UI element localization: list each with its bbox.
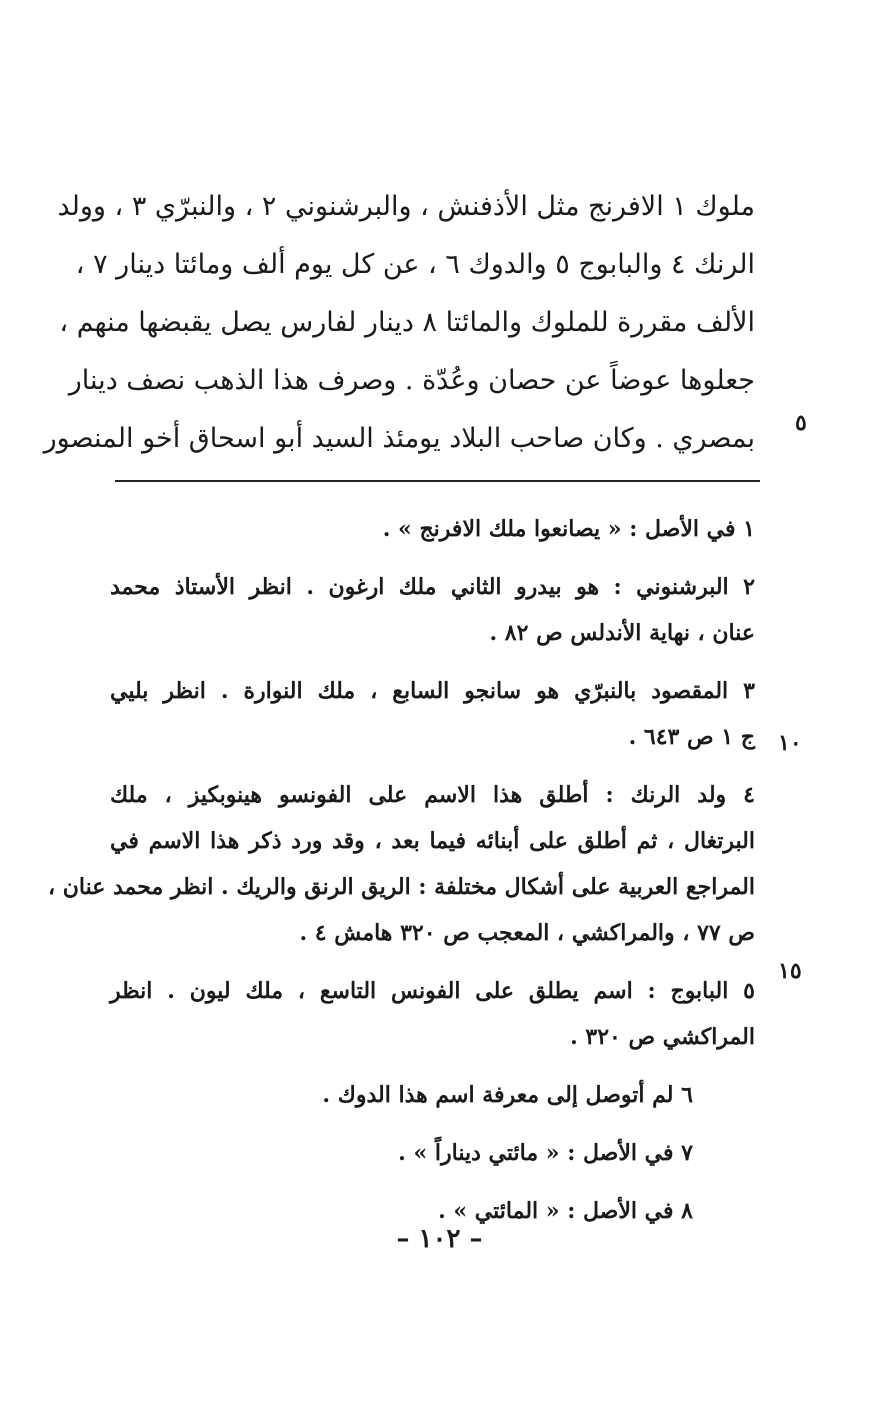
line-number-15: ١٥ xyxy=(778,958,802,984)
line-number-5: ٥ xyxy=(795,410,807,436)
main-text-line-5: بمصري . وكان صاحب البلاد يومئذ السيد أبو اسحاق أخو المنصور xyxy=(43,423,755,454)
footnote-7: ٧ في الأصل : « مائتي ديناراً » . xyxy=(398,1140,693,1166)
footnote-5-line-1: ٥ البابوج : اسم يطلق على الفونس التاسع ، ملك ليون . انظر xyxy=(110,978,755,1004)
footnote-1: ١ في الأصل : « يصانعوا ملك الافرنج » . xyxy=(382,516,755,542)
footnote-6: ٦ لم أتوصل إلى معرفة اسم هذا الدوك . xyxy=(322,1082,693,1108)
main-text-line-1: ملوك ١ الافرنج مثل الأذفنش ، والبرشنوني ٢ ، والنبرّي ٣ ، وولد xyxy=(57,191,755,222)
footnote-separator xyxy=(115,480,760,482)
footnote-4-line-4: ص ٧٧ ، والمراكشي ، المعجب ص ٣٢٠ هامش ٤ . xyxy=(299,920,755,946)
footnote-4-line-2: البرتغال ، ثم أطلق على أبنائه فيما بعد ، وقد ورد ذكر هذا الاسم في xyxy=(110,828,755,854)
footnote-5-line-2: المراكشي ص ٣٢٠ . xyxy=(570,1024,755,1050)
page-number: – ١٠٢ – xyxy=(396,1224,483,1254)
footnote-2-line-1: ٢ البرشنوني : هو بيدرو الثاني ملك ارغون . انظر الأستاذ محمد xyxy=(110,574,755,600)
main-text-line-3: الألف مقررة للملوك والمائتا ٨ دينار لفارس يصل يقبضها منهم ، xyxy=(59,307,755,338)
main-text-block xyxy=(43,178,755,468)
footnote-3-line-2: ج ١ ص ٦٤٣ . xyxy=(628,724,755,750)
footnote-8: ٨ في الأصل : « المائتي » . xyxy=(438,1198,693,1224)
footnote-4-line-3: المراجع العربية على أشكال مختلفة : الريق الرنق والريك . انظر محمد عنان ، xyxy=(47,874,755,900)
line-number-10: ١٠ xyxy=(778,730,802,756)
footnote-4-line-1: ٤ ولد الرنك : أطلق هذا الاسم على الفونسو هينوبكيز ، ملك xyxy=(110,782,755,808)
main-text-line-2: الرنك ٤ والبابوج ٥ والدوك ٦ ، عن كل يوم ألف ومائتا دينار ٧ ، xyxy=(75,249,755,280)
footnote-2-line-2: عنان ، نهاية الأندلس ص ٨٢ . xyxy=(489,620,755,646)
main-text-line-4: جعلوها عوضاً عن حصان وعُدّة . وصرف هذا الذهب نصف دينار xyxy=(68,365,755,396)
footnotes-block xyxy=(47,506,755,1234)
footnote-3-line-1: ٣ المقصود بالنبرّي هو سانجو السابع ، ملك النوارة . انظر بليي xyxy=(110,678,755,704)
